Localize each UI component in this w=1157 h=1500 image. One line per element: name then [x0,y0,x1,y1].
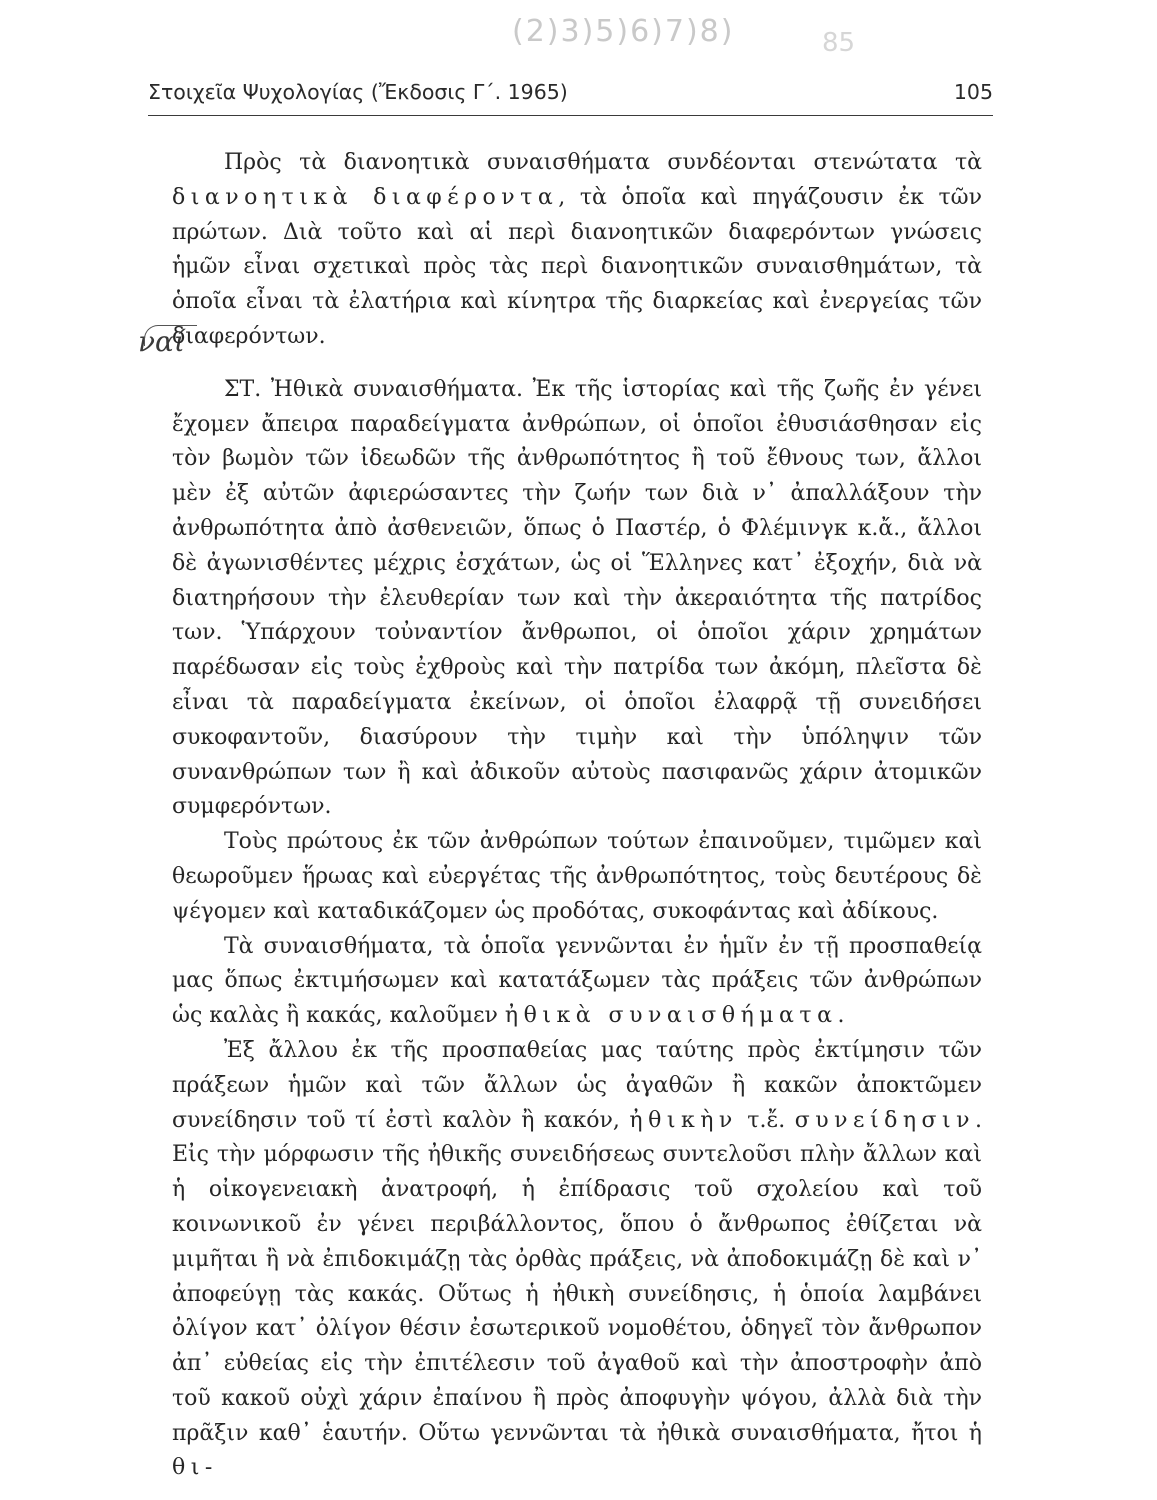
spaced-term: συνείδησιν [794,1107,976,1133]
paragraph-moral-feelings: ΣΤ. Ἠθικὰ συναισθήματα. Ἐκ τῆς ἱστορίας καὶ τῆς ζωῆς ἐν γένει ἔχομεν ἄπειρα παραδείγματα ἀνθρώπων, οἱ ὁποῖοι ἐθυσιάσθησαν εἰς τὸν βωμὸν τῶν ἰδεωδῶν τῆς ἀνθρωπότητος ἢ τοῦ ἔθνους των, ἄλλοι μὲν ἐξ αὐτῶν ἀφιερώσαντες τὴν ζωήν των διὰ ν᾽ ἀπαλλάξουν τὴν ἀνθρωπότητα ἀπὸ ἀσθενειῶν, ὅπως ὁ Παστέρ, ὁ Φλέμινγκ κ.ἄ., ἄλλοι δὲ ἀγωνισθέντες μέχρις ἐσχάτων, ὡς οἱ Ἕλληνες κατ᾽ ἐξοχήν, διὰ νὰ διατηρήσουν τὴν ἐλευθερίαν των καὶ τὴν ἀκεραιότητα τῆς πατρίδος των. Ὑπάρχουν τοὐναντίον ἄνθρωποι, οἱ ὁποῖοι χάριν χρημάτων παρέδωσαν εἰς τοὺς ἐχθροὺς καὶ τὴν πατρίδα των ἀκόμη, πλεῖστα δὲ εἶναι τὰ παραδείγματα ἐκείνων, οἱ ὁποῖοι ἐλαφρᾷ τῇ συνειδήσει συκοφαντοῦν, διασύρουν τὴν τιμὴν καὶ τὴν ὑπόληψιν τῶν συνανθρώπων των ἢ καὶ ἀδικοῦν αὐτοὺς πασιφανῶς χάριν ἀτομικῶν συμφερόντων. [172,376,982,820]
archive-stamp: (2)3)5)6)7)8) [512,14,735,49]
pencil-corner-mark: 85 [822,28,856,58]
spaced-term: ἠθικὰ συναισθήματα [504,1003,838,1029]
header-title: Στοιχεῖα Ψυχολογίας (Ἔκδοσις Γ΄. 1965) [148,80,568,104]
spaced-term: διανοητικὰ διαφέροντα [172,184,559,210]
page-number: 105 [953,80,993,104]
handwritten-margin-note: ναί [138,325,185,358]
paragraph-definition: Τὰ συναισθήματα, τὰ ὁποῖα γεννῶνται ἐν ἡμῖν ἐν τῇ προσπαθείᾳ μας ὅπως ἐκτιμήσωμεν καὶ κατατάξωμεν τὰς πράξεις τῶν ἀνθρώπων ὡς καλὰς ἢ κακάς, καλοῦμεν ἠθικὰ συναισθήματα. [172,933,982,1029]
spaced-term: ἠθικὴν [629,1107,738,1133]
spaced-term: θι- [172,1455,218,1481]
paragraph-praise: Τοὺς πρώτους ἐκ τῶν ἀνθρώπων τούτων ἐπαινοῦμεν, τιμῶμεν καὶ θεωροῦμεν ἥρωας καὶ εὐεργέτας τῆς ἀνθρωπότητος, τοὺς δευτέρους δὲ ψέγομεν καὶ καταδικάζομεν ὡς προδότας, συκοφάντας καὶ ἀδίκους. [172,829,982,924]
paragraph-conscience: Ἐξ ἄλλου ἐκ τῆς προσπαθείας μας ταύτης πρὸς ἐκτίμησιν τῶν πράξεων ἡμῶν καὶ τῶν ἄλλων ὡς ἀγαθῶν ἢ κακῶν ἀποκτῶμεν συνείδησιν τοῦ τί ἐστὶ καλὸν ἢ κακόν, ἠθικὴν τ.ἔ. συνείδησιν. Εἰς τὴν μόρφωσιν τῆς ἠθικῆς συνειδήσεως συντελοῦσι πλὴν ἄλλων καὶ ἡ οἰκογενειακὴ ἀνατροφή, ἡ ἐπίδρασις τοῦ σχολείου καὶ τοῦ κοινωνικοῦ ἐν γένει περιβάλλοντος, ὅπου ὁ ἄνθρωπος ἐθίζεται νὰ μιμῆται ἢ νὰ ἐπιδοκιμάζῃ τὰς ὀρθὰς πράξεις, νὰ ἀποδοκιμάζῃ δὲ καὶ ν᾽ ἀποφεύγῃ τὰς κακάς. Οὕτως ἡ ἠθικὴ συνείδησις, ἡ ὁποία λαμβάνει ὀλίγον κατ᾽ ὀλίγον θέσιν ἐσωτερικοῦ νομοθέτου, ὁδηγεῖ τὸν ἄνθρωπον ἀπ᾽ εὐθείας εἰς τὴν ἐπιτέλεσιν τοῦ ἀγαθοῦ καὶ τὴν ἀποστροφὴν ἀπὸ τοῦ κακοῦ οὐχὶ χάριν ἐπαίνου ἢ πρὸς ἀποφυγὴν ψόγου, ἀλλὰ διὰ τὴν πρᾶξιν καθ᾽ ἑαυτήν. Οὕτω γεννῶνται τὰ ἠθικὰ συναισθήματα, ἤτοι ἡ θι- [172,1037,983,1481]
header-rule [148,115,993,116]
page-body [172,146,982,1486]
paragraph-intellectual-feelings: Πρὸς τὰ διανοητικὰ συναισθήματα συνδέονται στενώτατα τὰ διανοητικὰ διαφέροντα, τὰ ὁποῖα καὶ πηγάζουσιν ἐκ τῶν πρώτων. Διὰ τοῦτο καὶ αἱ περὶ διανοητικῶν διαφερόντων γνώσεις ἡμῶν εἶναι σχετικαὶ πρὸς τὰς περὶ διανοητικῶν συναισθημάτων, τὰ ὁποῖα εἶναι τὰ ἐλατήρια καὶ κίνητρα τῆς διαρκείας καὶ ἐνεργείας τῶν διαφερόντων. [172,150,982,349]
